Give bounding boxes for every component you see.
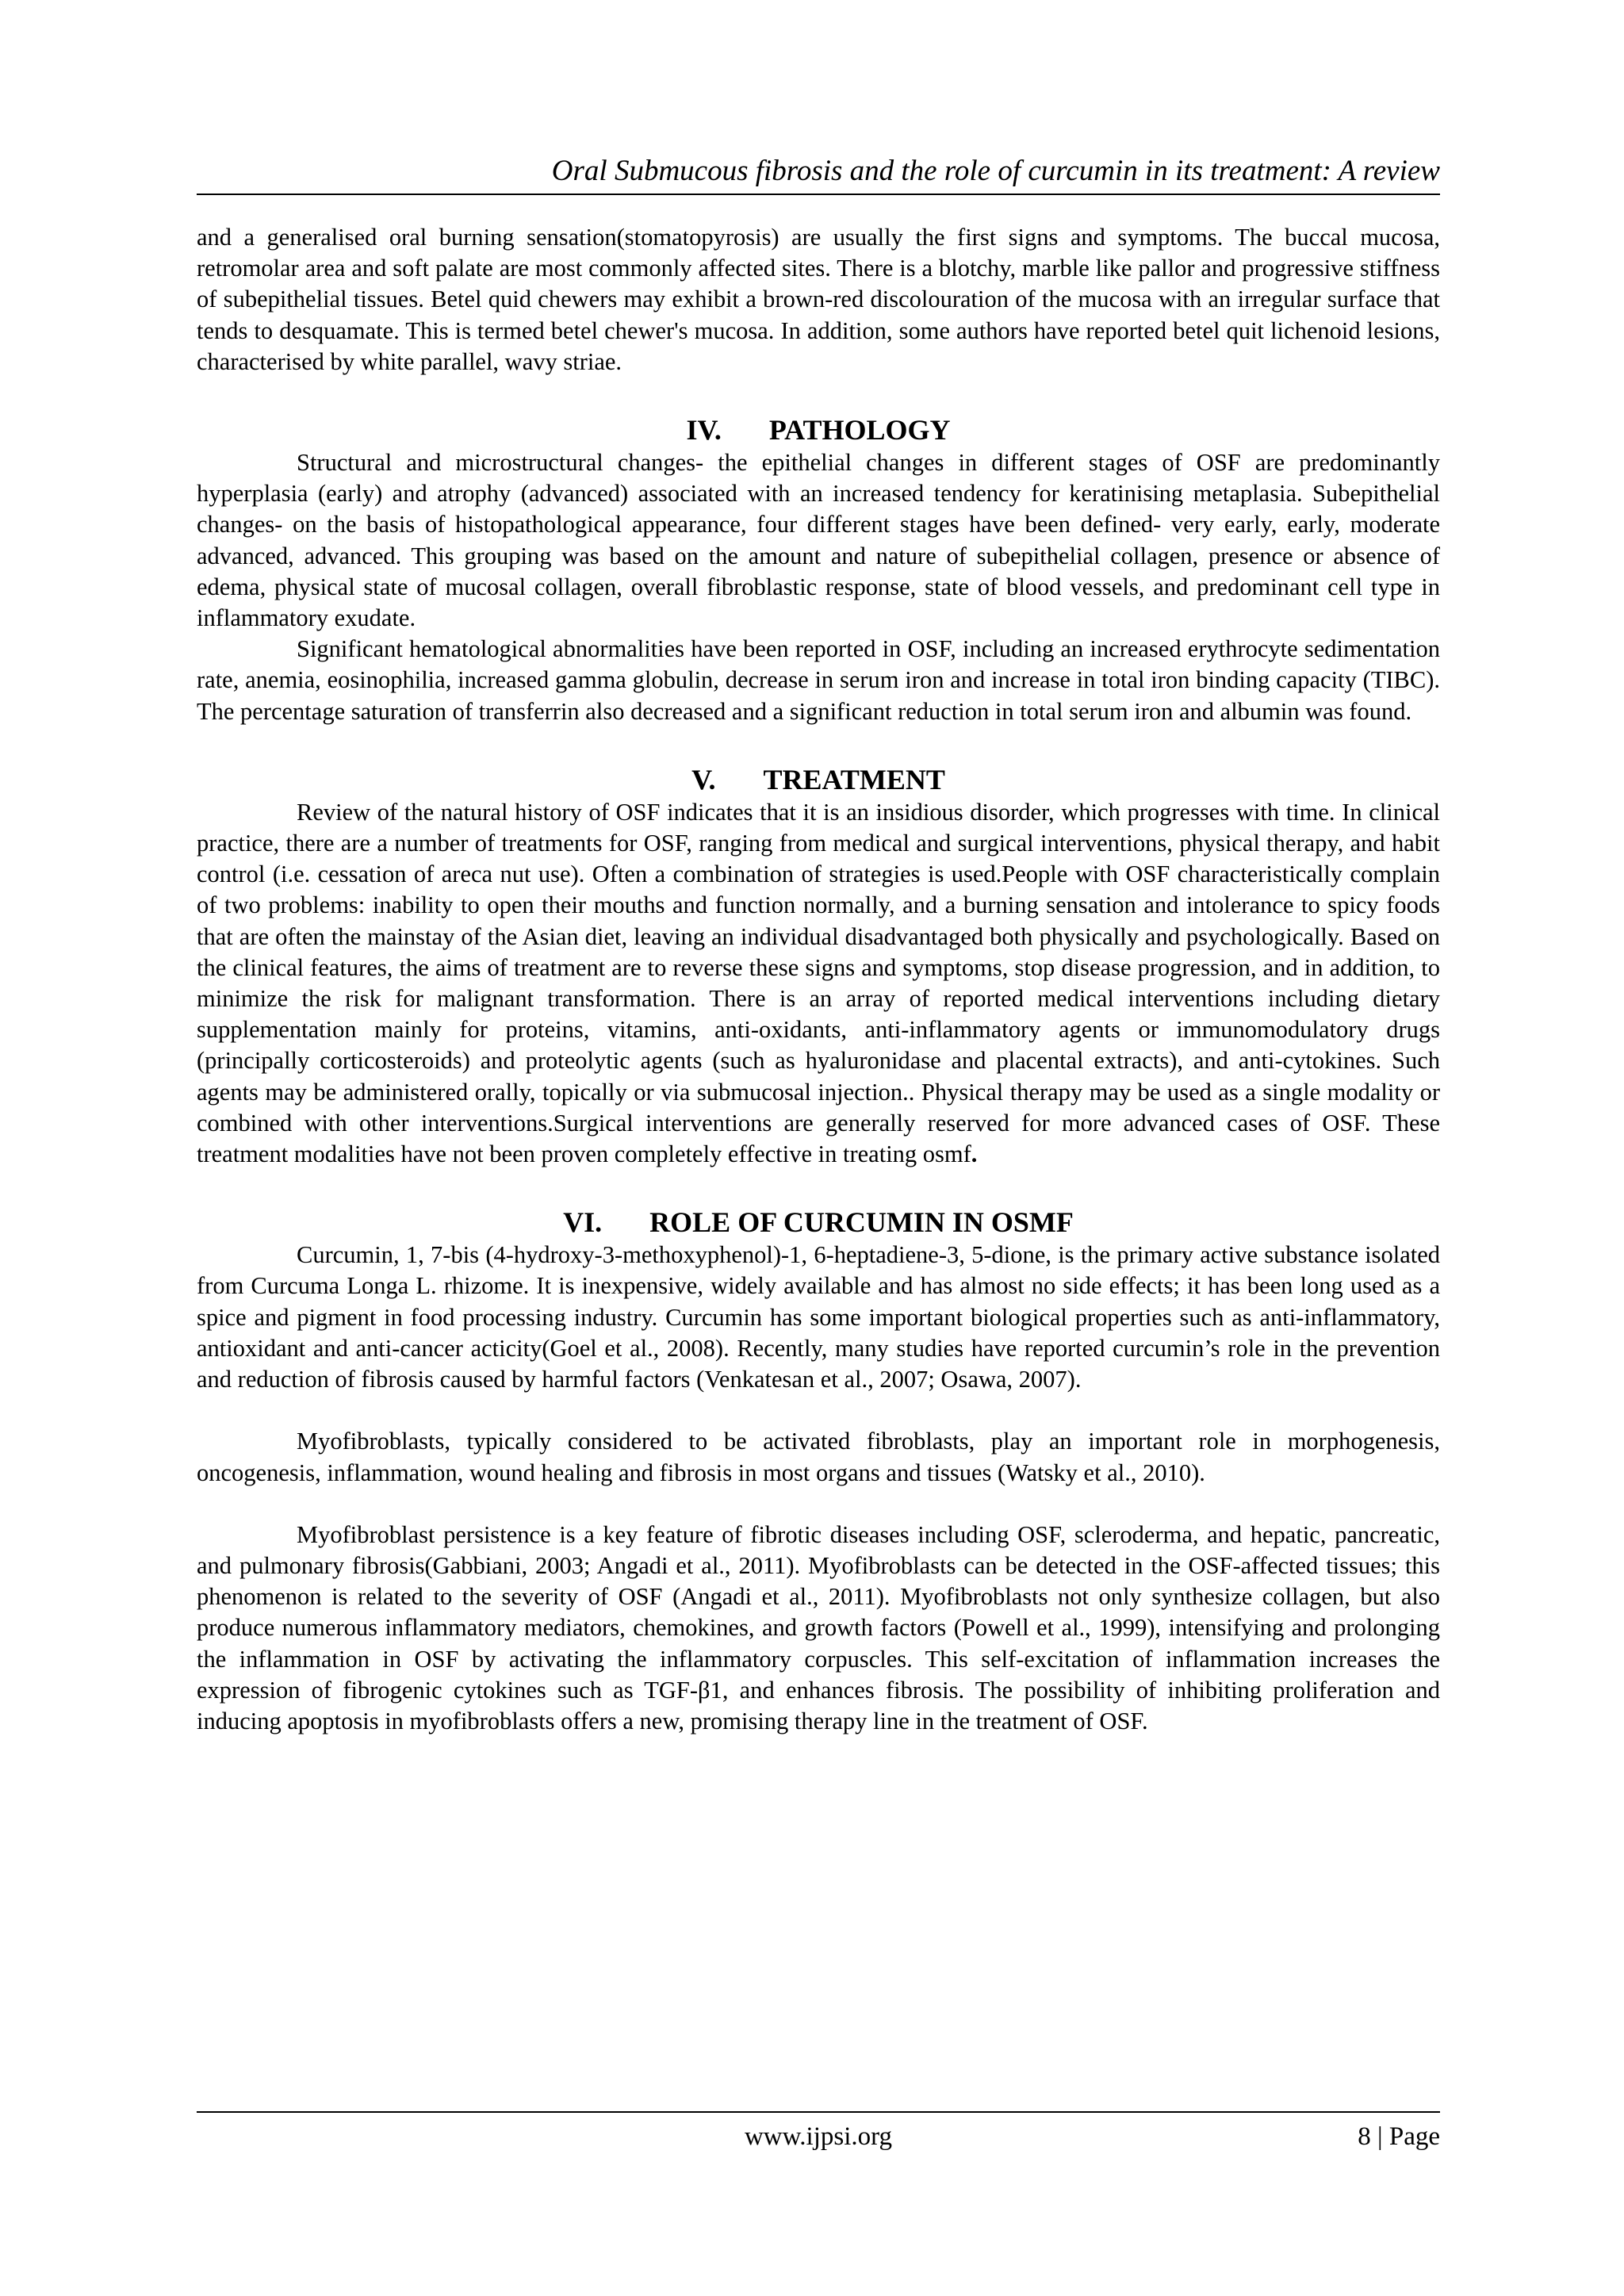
section-number: VI. <box>563 1206 603 1239</box>
pathology-paragraph-1: Structural and microstructural changes- the epithelial changes in different stages of OSF are predominantly hyperplasia (early) and atrophy (advanced) associated with an increased tendency for keratinising metaplasia. Subepithelial changes- on the basis of histopathological appearance, four different stages have been defined- very early, early, moderate advanced, advanced. This grouping was based on the amount and nature of subepithelial collagen, presence or absence of edema, physical state of mucosal collagen, overall fibroblastic response, state of blood vessels, and predominant cell type in inflammatory exudate. <box>197 449 1440 632</box>
section-title: TREATMENT <box>763 763 945 795</box>
section-number: IV. <box>686 414 722 447</box>
section-number: V. <box>691 763 716 795</box>
intro-paragraph: and a generalised oral burning sensation(stomatopyrosis) are usually the first signs and symptoms. The buccal mucosa, retromolar area and soft palate are most commonly affected sites. There is a blotchy, marble like pallor and progressive stiffness of subepithelial tissues. Betel quid chewers may exhibit a brown-red discolouration of the mucosa with an irregular surface that tends to desquamate. This is termed betel chewer's mucosa. In addition, some authors have reported betel quit lichenoid lesions, characterised by white parallel, wavy striae. <box>197 224 1440 375</box>
header-divider <box>197 194 1440 195</box>
curcumin-paragraph-2: Myofibroblasts, typically considered to be activated fibroblasts, play an important role in morphogenesis, oncogenesis, inflammation, wound healing and fibrosis in most organs and tissues (Watsky et al., 2010). <box>197 1428 1440 1486</box>
treatment-paragraph <box>197 797 1440 1170</box>
section-title: PATHOLOGY <box>768 414 951 447</box>
section-heading-pathology <box>197 412 1440 447</box>
paragraph-gap <box>197 1489 1440 1520</box>
curcumin-paragraph-1: Curcumin, 1, 7-bis (4-hydroxy-3-methoxyphenol)-1, 6-heptadiene-3, 5-dione, is the primary active substance isolated from Curcuma Longa L. rhizome. It is inexpensive, widely available and has almost no side effects; it has been long used as a spice and pigment in food processing industry. Curcumin has some important biological properties such as anti-inflammatory, antioxidant and anti-cancer acticity(Goel et al., 2008). Recently, many studies have reported curcumin’s role in the prevention and reduction of fibrosis caused by harmful factors (Venkatesan et al., 2007; Osawa, 2007). <box>197 1241 1440 1393</box>
running-header: Oral Submucous fibrosis and the role of curcumin in its treatment: A review <box>551 155 1440 187</box>
treatment-paragraph-text: Review of the natural history of OSF indicates that it is an insidious disorder, which progresses with time. In clinical practice, there are a number of treatments for OSF, ranging from medical and surgical interventions, physical therapy, and habit control (i.e. cessation of areca nut use). Often a combination of strategies is used.People with OSF characteristically complain of two problems: inability to open their mouths and function normally, and a burning sensation and intolerance to spicy foods that are often the mainstay of the Asian diet, leaving an individual disadvantaged both physically and psychologically. Based on the clinical features, the aims of treatment are to reverse these signs and symptoms, stop disease progression, and in addition, to minimize the risk for malignant transformation. There is an array of reported medical interventions including dietary supplementation mainly for proteins, vitamins, anti-oxidants, anti-inflammatory agents or immunomodulatory drugs (principally corticosteroids) and proteolytic agents (such as hyaluronidase and placental extracts), and anti-cytokines. Such agents may be administered orally, topically or via submucosal injection.. Physical therapy may be used as a single modality or combined with other interventions.Surgical interventions are generally reserved for more advanced cases of OSF. These treatment modalities have not been proven completely effective in treating osmf <box>197 798 1440 1168</box>
paragraph-gap <box>197 1395 1440 1426</box>
footer-divider <box>197 2111 1440 2113</box>
section-heading-curcumin <box>197 1205 1440 1240</box>
section-heading-treatment <box>197 762 1440 797</box>
curcumin-paragraph-3: Myofibroblast persistence is a key feature of fibrotic diseases including OSF, scleroderma, and hepatic, pancreatic, and pulmonary fibrosis(Gabbiani, 2003; Angadi et al., 2011). Myofibroblasts can be detected in the OSF-affected tissues; this phenomenon is related to the severity of OSF (Angadi et al., 2011). Myofibroblasts not only synthesize collagen, but also produce numerous inflammatory mediators, chemokines, and growth factors (Powell et al., 1999), intensifying and prolonging the inflammation in OSF by activating the inflammatory corpuscles. This self-excitation of inflammation increases the expression of fibrogenic cytokines such as TGF-β1, and enhances fibrosis. The possibility of inhibiting proliferation and inducing apoptosis in myofibroblasts offers a new, promising therapy line in the treatment of OSF. <box>197 1520 1440 1734</box>
pathology-paragraph-2: Significant hematological abnormalities have been reported in OSF, including an increased erythrocyte sedimentation rate, anemia, eosinophilia, increased gamma globulin, decrease in serum iron and increase in total iron binding capacity (TIBC). The percentage saturation of transferrin also decreased and a significant reduction in total serum iron and albumin was found. <box>197 635 1440 725</box>
footer-page-number: 8 | Page <box>1358 2122 1440 2151</box>
section-title: ROLE OF CURCUMIN IN OSMF <box>649 1206 1074 1239</box>
treatment-paragraph-period: . <box>971 1140 978 1168</box>
footer-journal-url: www.ijpsi.org <box>744 2122 893 2151</box>
article-body <box>197 222 1440 1737</box>
